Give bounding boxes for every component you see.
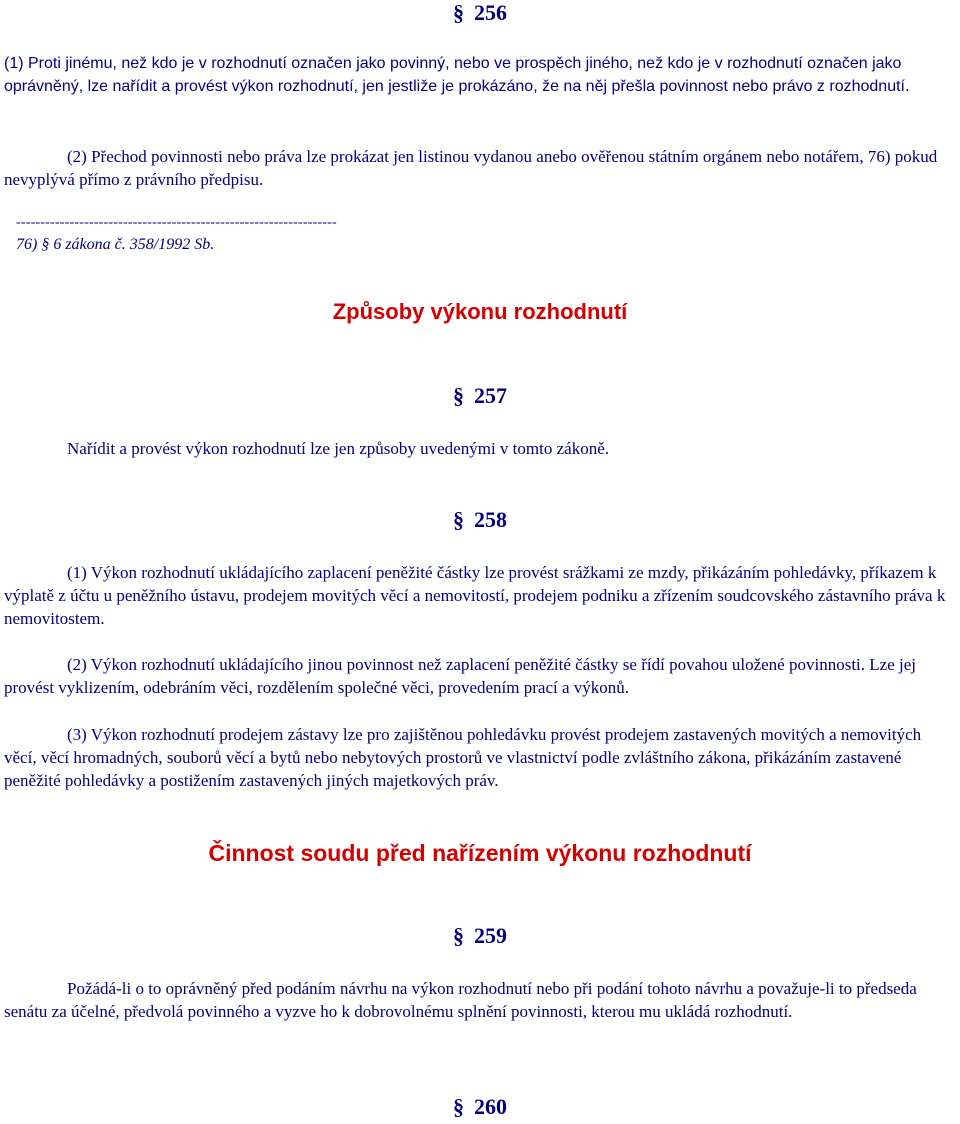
section-258-paragraph-2: (2) Výkon rozhodnutí ukládajícího jinou povinnost než zaplacení peněžité částky se řídí povahou uložené povinnosti. Lze jej provést vyklizením, odebráním věci, rozdělením společné věci, provedením prací a výkonů. — [4, 655, 916, 697]
section-257-heading — [0, 383, 960, 409]
paragraph-sign: § — [453, 1094, 464, 1119]
section-number: 257 — [474, 383, 507, 408]
paragraph-sign: § — [453, 923, 464, 948]
section-259-paragraph-1: Požádá-li o to oprávněný před podáním návrhu na výkon rozhodnutí nebo při podání tohoto návrhu a považuje-li to předseda senátu za účelné, předvolá povinného a vyzve ho k dobrovolnému splnění povinnosti, kterou mu ukládá rozhodnutí. — [4, 979, 917, 1021]
section-258-paragraph-1: (1) Výkon rozhodnutí ukládajícího zaplacení peněžité částky lze provést srážkami ze mzdy, přikázáním pohledávky, příkazem k výplatě z účtu u peněžního ústavu, prodejem movitých věcí a nemovitostí, prodejem podniku a zřízením soudcovského zástavního práva k nemovitostem. — [4, 563, 946, 628]
section-number: 260 — [474, 1094, 507, 1119]
section-257-paragraph-1: Nařídit a provést výkon rozhodnutí lze jen způsoby uvedenými v tomto zákoně. — [67, 439, 609, 458]
section-259-heading — [0, 923, 960, 949]
heading-zpusoby-vykonu: Způsoby výkonu rozhodnutí — [332, 299, 628, 324]
heading-cinnost-soudu: Činnost soudu před nařízením výkonu rozhodnutí — [208, 840, 752, 866]
section-256-paragraph-1: (1) Proti jinému, než kdo je v rozhodnutí označen jako povinný, nebo ve prospěch jiného, než kdo je v rozhodnutí označen jako oprávněný, lze nařídit a provést výkon rozhodnutí, jen jestliže je prokázáno, že na něj přešla povinnost nebo právo z rozhodnutí. — [4, 55, 910, 95]
section-number: 256 — [474, 0, 507, 25]
section-number: 259 — [474, 923, 507, 948]
paragraph-sign: § — [453, 507, 464, 532]
paragraph-sign: § — [453, 0, 464, 25]
section-260-heading — [0, 1094, 960, 1120]
paragraph-sign: § — [453, 383, 464, 408]
section-256-heading — [0, 0, 960, 26]
section-number: 258 — [474, 507, 507, 532]
section-256-paragraph-2: (2) Přechod povinnosti nebo práva lze prokázat jen listinou vydanou anebo ověřenou státním orgánem nebo notářem, 76) pokud nevyplývá přímo z právního předpisu. — [4, 147, 938, 189]
footnote-76: 76) § 6 zákona č. 358/1992 Sb. — [16, 236, 215, 253]
section-258-heading — [0, 507, 960, 533]
section-258-paragraph-3: (3) Výkon rozhodnutí prodejem zástavy lze pro zajištěnou pohledávku provést prodejem zastavených movitých a nemovitých věcí, věcí hromadných, souborů věcí a bytů nebo nebytových prostorů ve vlastnictví podle zvláštního zákona, přikázáním zastavené peněžité pohledávky a postižením zastavených jiných majetkových práv. — [4, 725, 922, 790]
footnote-separator: ------------------------------------------------------------------ — [16, 215, 337, 230]
